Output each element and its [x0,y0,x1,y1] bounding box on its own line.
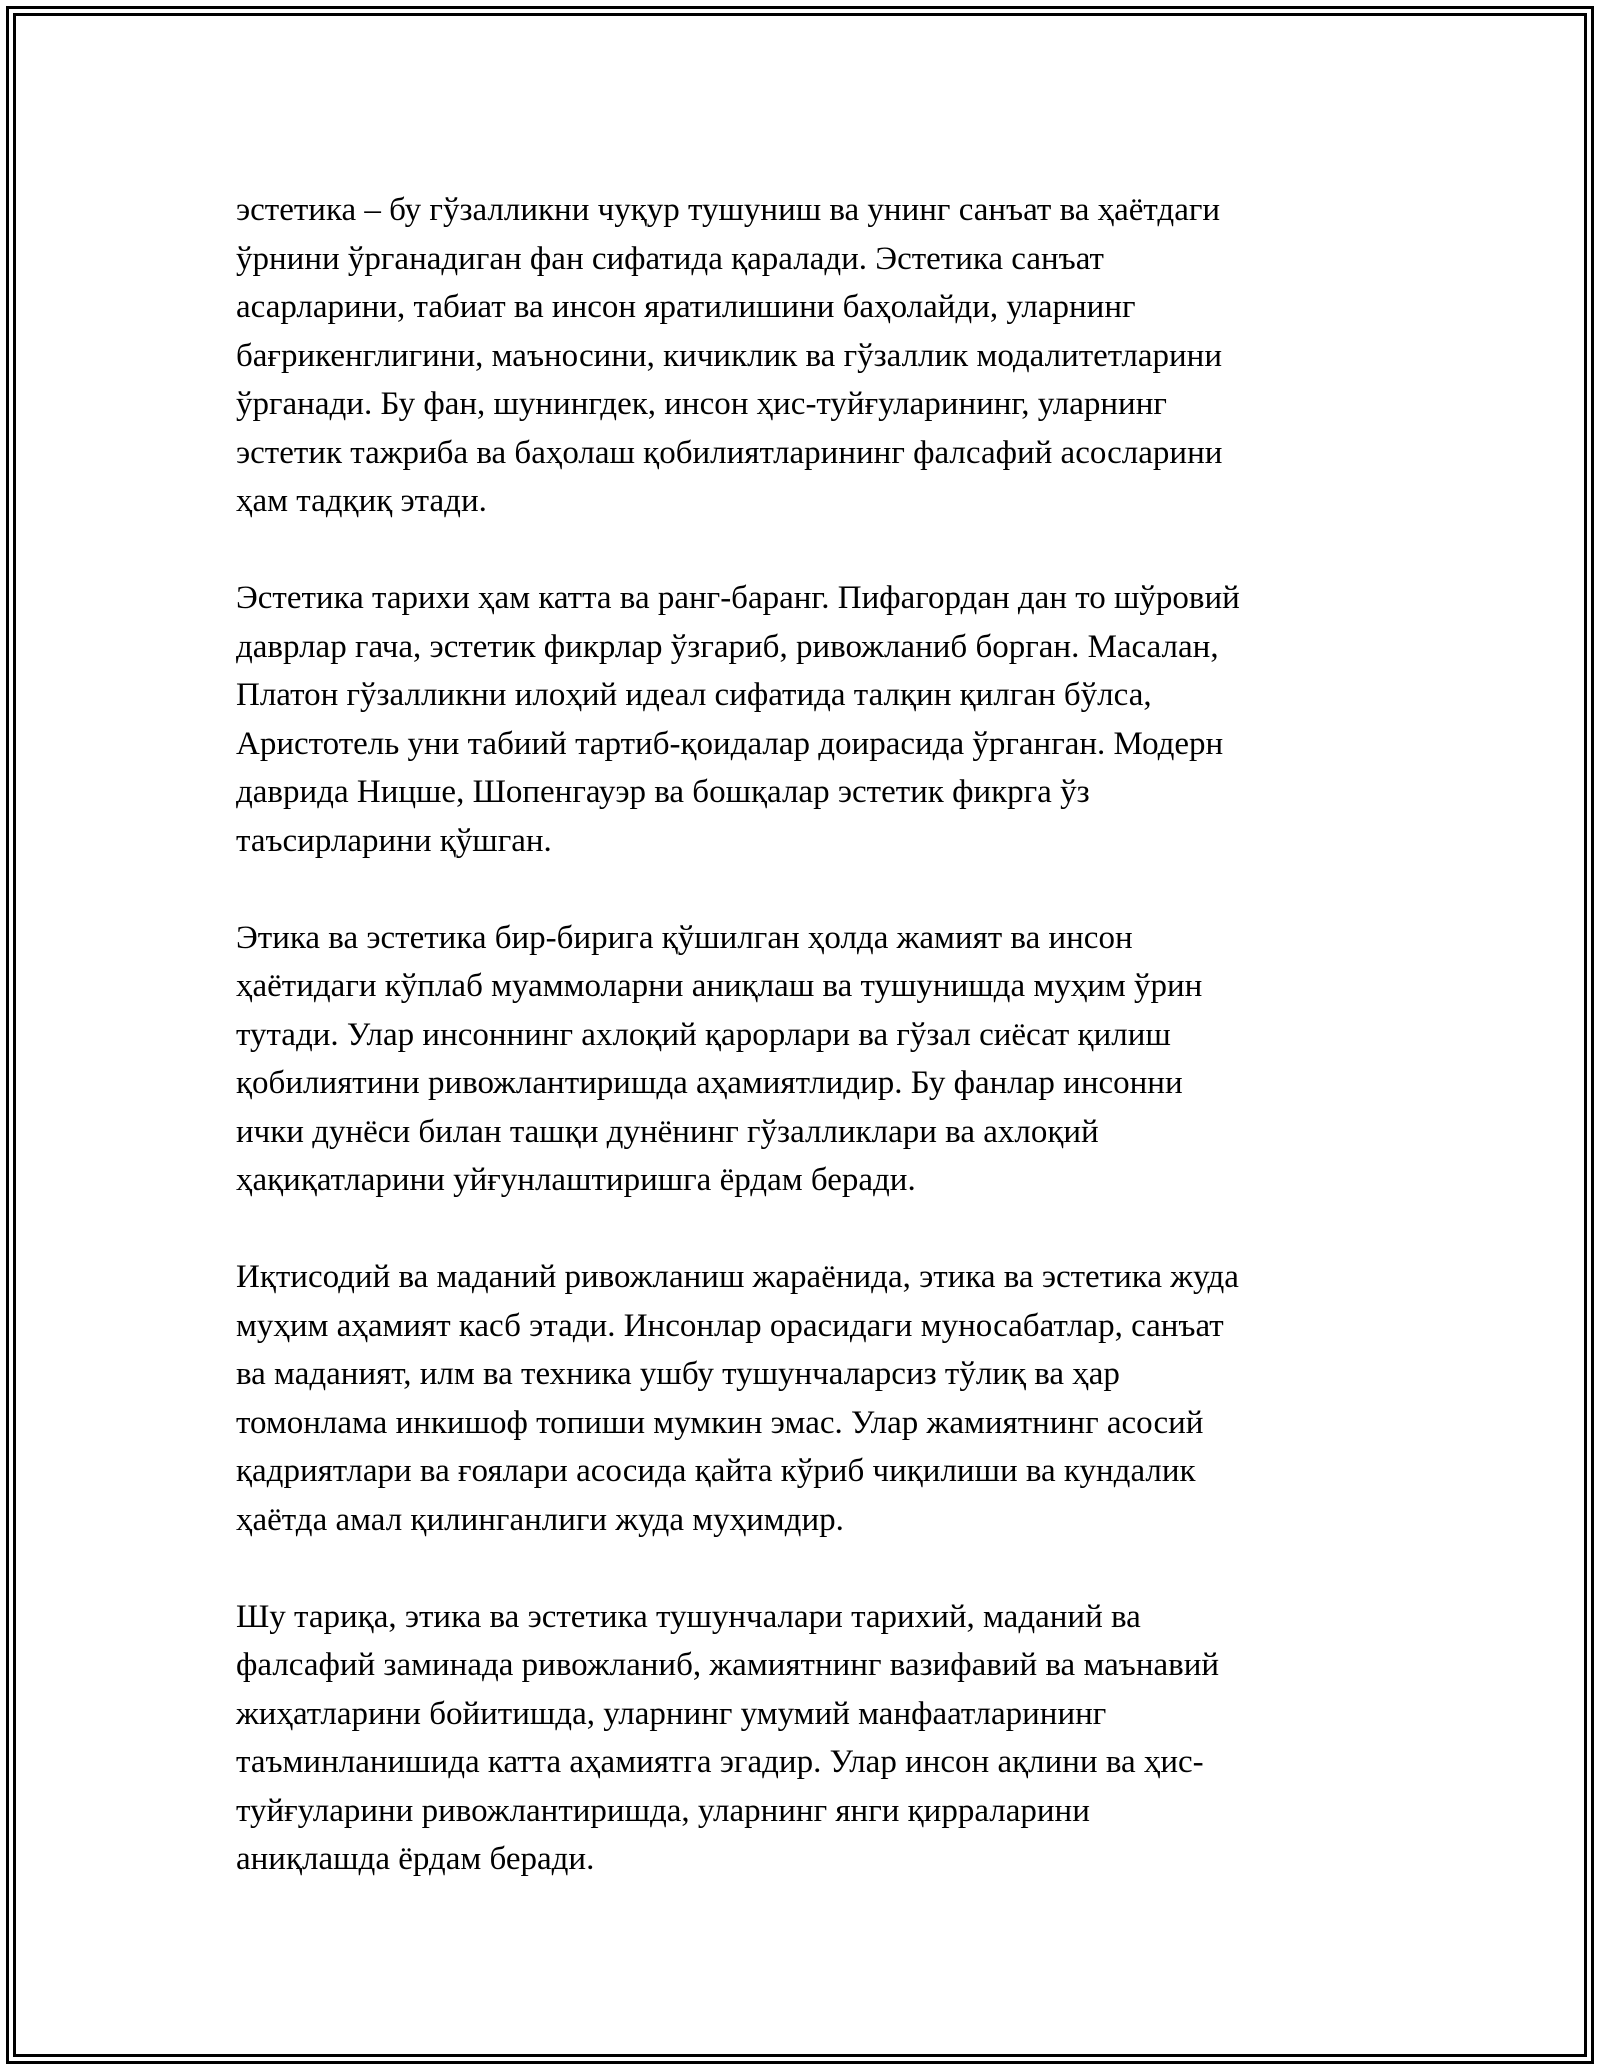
paragraph-2: Эстетика тарихи ҳам катта ва ранг-баранг. Пифагордан дан то шўровий даврлар гача, эстетик фикрлар ўзгариб, ривожланиб борган. Масалан, Платон гўзалликни илоҳий идеал сифатида талқин қилган бўлса, Аристотель уни табиий тартиб-қоидалар доирасида ўрганган. Модерн даврида Ницше, Шопенгауэр ва бошқалар эстетик фикрга ўз таъсирларини қўшган. [236,580,1240,859]
paragraph-5: Шу тариқа, этика ва эстетика тушунчалари тарихий, маданий ва фалсафий заминада ривожланиб, жамиятнинг вазифавий ва маънавий жиҳатларини бойитишда, уларнинг умумий манфаатларининг таъминланишида катта аҳамиятга эгадир. Улар инсон ақлини ва ҳис- туйғуларини ривожлантиришда, уларнинг янги қирраларини аниқлашда ёрдам беради. [236,1598,1220,1877]
paragraph-4: Иқтисодий ва маданий ривожланиш жараёнида, этика ва эстетика жуда муҳим аҳамият касб этади. Инсонлар орасидаги муносабатлар, санъат ва маданият, илм ва техника ушбу тушунчаларсиз тўлиқ ва ҳар томонлама инкишоф топиши мумкин эмас. Улар жамиятнинг асосий қадриятлари ва ғоялари асосида қайта кўриб чиқилиши ва кундалик ҳаётда амал қилинганлиги жуда муҳимдир. [236,1259,1239,1538]
paragraph-3: Этика ва эстетика бир-бирига қўшилган ҳолда жамият ва инсон ҳаётидаги кўплаб муаммоларни аниқлаш ва тушунишда муҳим ўрин тутади. Улар инсоннинг ахлоқий қарорлари ва гўзал сиёсат қилиш қобилиятини ривожлантиришда аҳамиятлидир. Бу фанлар инсонни ички дунёси билан ташқи дунёнинг гўзалликлари ва ахлоқий ҳақиқатларини уйғунлаштиришга ёрдам беради. [236,919,1203,1198]
paragraph-1: эстетика – бу гўзалликни чуқур тушуниш ва унинг санъат ва ҳаётдаги ўрнини ўрганадиган фан сифатида қаралади. Эстетика санъат асарларини, табиат ва инсон яратилишини баҳолайди, уларнинг бағрикенглигини, маъносини, кичиклик ва гўзаллик модалитетларини ўрганади. Бу фан, шунингдек, инсон ҳис-туйғуларининг, уларнинг эстетик тажриба ва баҳолаш қобилиятларининг фалсафий асосларини ҳам тадқиқ этади. [236,192,1223,519]
document-body [236,186,1376,1884]
